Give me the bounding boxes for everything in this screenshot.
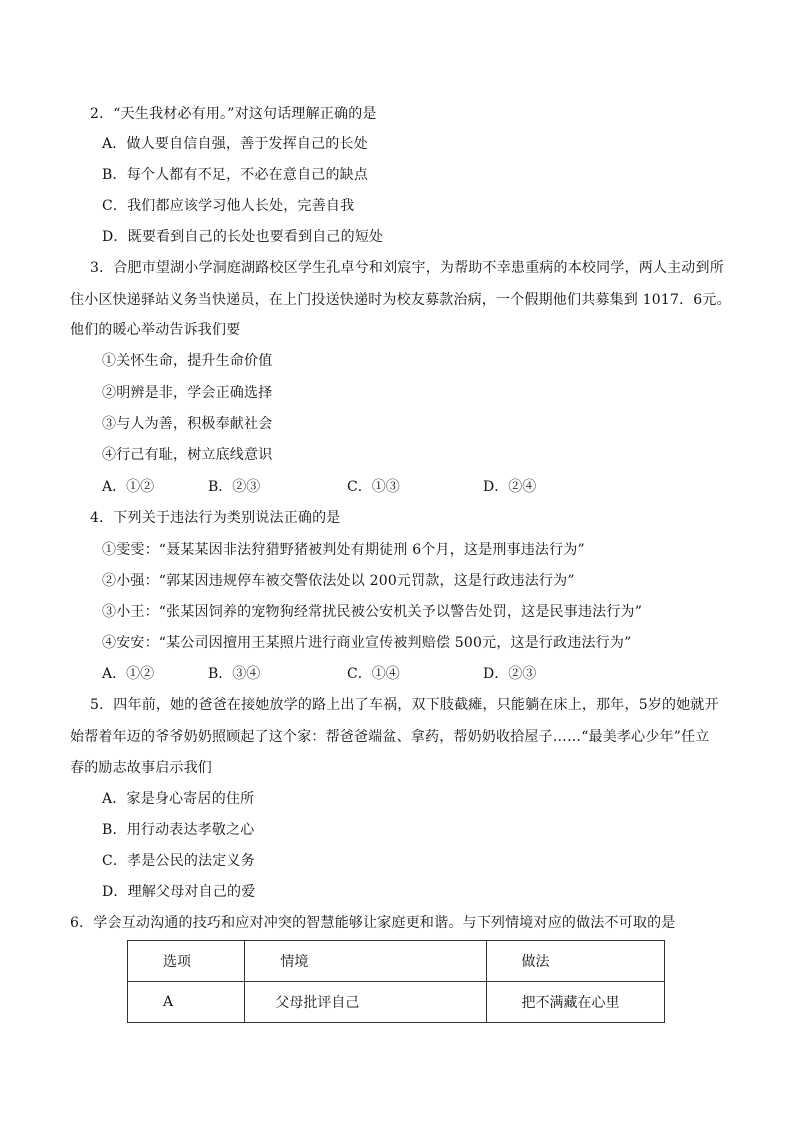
q3-stem-line-3: 他们的暖心举动告诉我们要 bbox=[70, 322, 241, 338]
q3-statement-3: ③与人为善，积极奉献社会 bbox=[102, 416, 273, 432]
q6-table bbox=[127, 940, 665, 1023]
q5-stem-line-3: 春的励志故事启示我们 bbox=[70, 760, 212, 776]
q4-choice-b: B．③④ bbox=[208, 666, 261, 682]
table-header-option: 选项 bbox=[128, 941, 245, 982]
q2-option-c: C．我们都应该学习他人长处，完善自我 bbox=[102, 198, 355, 214]
q3-choice-a: A．①② bbox=[102, 479, 155, 495]
q4-choice-c: C．①④ bbox=[347, 666, 400, 682]
q3-statement-2: ②明辨是非，学会正确选择 bbox=[102, 385, 273, 401]
q3-statement-1: ①关怀生命，提升生命价值 bbox=[102, 353, 273, 369]
q2-option-b: B．每个人都有不足，不必在意自己的缺点 bbox=[102, 167, 369, 183]
q3-choice-c: C．①③ bbox=[347, 479, 400, 495]
q4-statement-2: ②小强：“郭某因违规停车被交警依法处以 200元罚款，这是行政违法行为” bbox=[102, 573, 575, 589]
table-row bbox=[128, 982, 665, 1023]
q3-statement-4: ④行己有耻，树立底线意识 bbox=[102, 447, 273, 463]
table-cell-scenario: 父母批评自己 bbox=[245, 982, 486, 1023]
table-header-action: 做法 bbox=[486, 941, 665, 982]
table-cell-option: A bbox=[128, 982, 245, 1023]
q5-stem-line-2: 始帮着年迈的爷爷奶奶照顾起了这个家：帮爸爸端盆、拿药，帮奶奶收拾屋子……“最美孝心少年”任立 bbox=[70, 729, 710, 745]
q2-option-d: D．既要看到自己的长处也要看到自己的短处 bbox=[102, 229, 384, 245]
q6-stem: 6．学会互动沟通的技巧和应对冲突的智慧能够让家庭更和谐。与下列情境对应的做法不可取的是 bbox=[70, 915, 676, 931]
q4-statement-1: ①雯雯：“聂某某因非法狩猎野猪被判处有期徒刑 6个月，这是刑事违法行为” bbox=[102, 542, 585, 558]
q3-stem-line-2: 住小区快递驿站义务当快递员，在上门投送快递时为校友募款治病，一个假期他们共募集到 1017．6元。 bbox=[70, 292, 731, 308]
q5-option-a: A．家是身心寄居的住所 bbox=[102, 791, 255, 807]
q5-option-d: D．理解父母对自己的爱 bbox=[102, 884, 256, 900]
q5-stem-line-1: 5．四年前，她的爸爸在接她放学的路上出了车祸，双下肢截瘫，只能躺在床上，那年，5岁的她就开 bbox=[90, 697, 719, 713]
q4-choice-d: D．②③ bbox=[483, 666, 537, 682]
q3-choice-d: D．②④ bbox=[483, 479, 537, 495]
q5-option-c: C．孝是公民的法定义务 bbox=[102, 853, 255, 869]
q5-option-b: B．用行动表达孝敬之心 bbox=[102, 822, 255, 838]
q2-stem: 2．“天生我材必有用。”对这句话理解正确的是 bbox=[90, 106, 377, 122]
q4-statement-4: ④安安：“某公司因擅用王某照片进行商业宣传被判赔偿 500元，这是行政违法行为” bbox=[102, 635, 632, 651]
table-header-row bbox=[128, 941, 665, 982]
q3-stem-line-1: 3．合肥市望湖小学洞庭湖路校区学生孔卓兮和刘宸宇，为帮助不幸患重病的本校同学，两人主动到所 bbox=[90, 260, 724, 276]
q4-statement-3: ③小王：“张某因饲养的宠物狗经常扰民被公安机关予以警告处罚，这是民事违法行为” bbox=[102, 604, 643, 620]
q3-choice-b: B．②③ bbox=[208, 479, 261, 495]
table-cell-action: 把不满藏在心里 bbox=[486, 982, 665, 1023]
q4-stem: 4．下列关于违法行为类别说法正确的是 bbox=[90, 510, 341, 526]
q2-option-a: A．做人要自信自强，善于发挥自己的长处 bbox=[102, 136, 368, 152]
table-header-scenario: 情境 bbox=[245, 941, 486, 982]
q4-choice-a: A．①② bbox=[102, 666, 155, 682]
